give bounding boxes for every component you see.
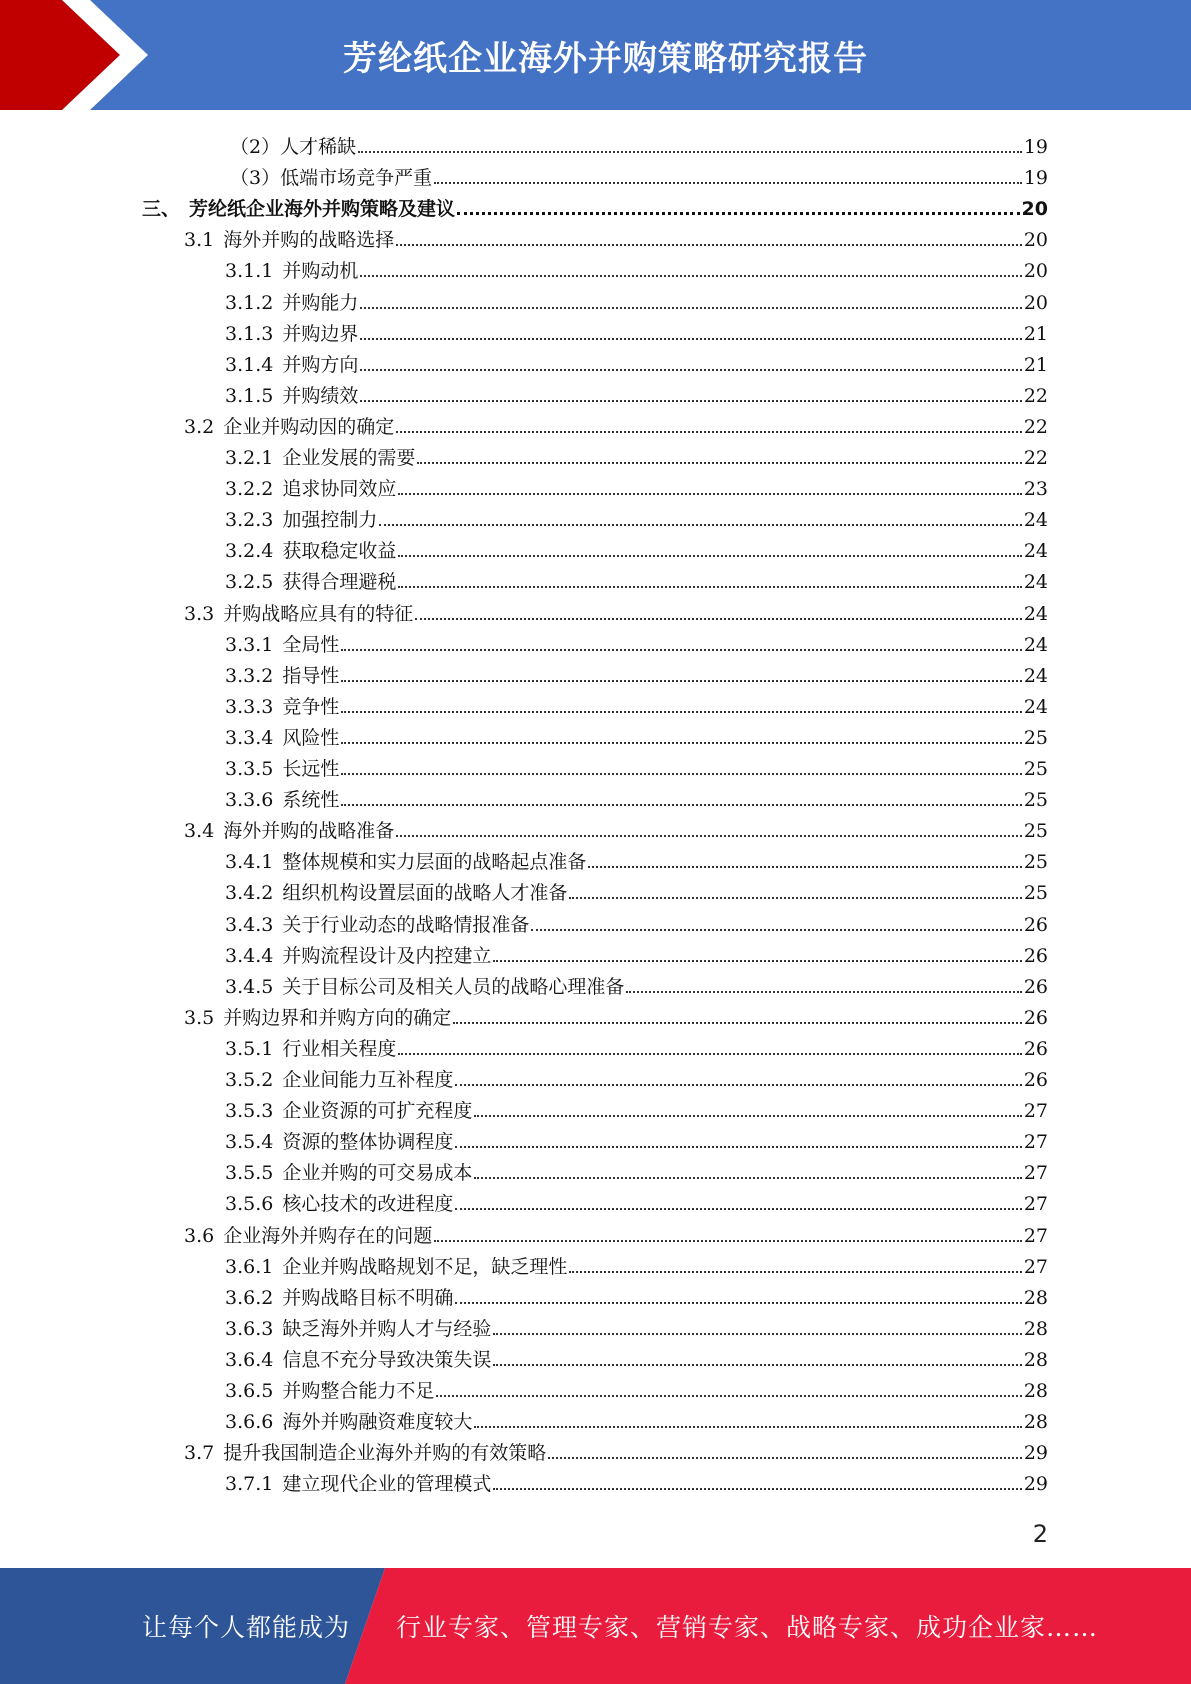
toc-entry-number: 3.6.3 <box>225 1317 274 1340</box>
toc-entry-number: 3.6.6 <box>225 1411 274 1434</box>
toc-entry-title: 竞争性 <box>282 695 340 718</box>
toc-entry-number: 3.4 <box>184 820 215 843</box>
toc-leader-dots <box>358 151 1022 153</box>
toc-leader-dots <box>341 742 1021 744</box>
toc-leader-dots <box>493 1488 1021 1490</box>
toc-entry[interactable] <box>184 1433 1048 1464</box>
page-header <box>0 0 1191 110</box>
toc-entry-number: 3.4.3 <box>225 913 274 936</box>
toc-entry-title: 企业海外并购存在的问题 <box>223 1224 433 1247</box>
toc-leader-dots <box>626 991 1021 993</box>
toc-leader-dots <box>588 866 1021 868</box>
toc-entry[interactable] <box>225 905 1048 936</box>
toc-entry-page: 20 <box>1023 260 1048 283</box>
toc-leader-dots <box>531 929 1021 931</box>
toc-entry-page: 26 <box>1023 944 1048 967</box>
toc-entry-page: 22 <box>1023 415 1048 438</box>
toc-entry-page: 25 <box>1023 851 1048 874</box>
toc-leader-dots <box>341 711 1021 713</box>
toc-entry-number: 3.2.3 <box>225 509 274 532</box>
toc-entry-title: 企业资源的可扩充程度 <box>282 1100 473 1123</box>
toc-leader-dots <box>493 960 1021 962</box>
toc-entry-title: 并购战略目标不明确 <box>282 1286 454 1309</box>
toc-entry-number: 3.5.1 <box>225 1037 274 1060</box>
toc-entry[interactable] <box>142 189 1048 220</box>
toc-entry-number: 3.1.4 <box>225 353 274 376</box>
toc-leader-dots <box>360 369 1021 371</box>
toc-entry-page: 28 <box>1023 1411 1048 1434</box>
toc-entry-title: 并购流程设计及内控建立 <box>282 944 492 967</box>
toc-entry-page: 28 <box>1023 1317 1048 1340</box>
toc-entry-page: 24 <box>1023 509 1048 532</box>
toc-entry[interactable] <box>184 998 1048 1029</box>
toc-entry-page: 20 <box>1023 291 1048 314</box>
toc-leader-dots <box>379 524 1021 526</box>
toc-entry-page: 25 <box>1023 820 1048 843</box>
toc-entry-number: 3.7 <box>184 1442 215 1465</box>
toc-leader-dots <box>396 244 1022 246</box>
toc-entry[interactable] <box>225 1278 1048 1309</box>
toc-entry[interactable] <box>225 1029 1048 1060</box>
toc-entry-number: 3.2.4 <box>225 540 274 563</box>
toc-entry-number: 3.3.6 <box>225 789 274 812</box>
toc-entry[interactable] <box>225 749 1048 780</box>
toc-entry-page: 25 <box>1023 789 1048 812</box>
toc-leader-dots <box>341 773 1021 775</box>
toc-entry-number: 3.3.1 <box>225 633 274 656</box>
toc-entry[interactable] <box>225 1091 1048 1122</box>
toc-entry-page: 29 <box>1023 1442 1048 1465</box>
toc-entry-title: 组织机构设置层面的战略人才准备 <box>282 882 568 905</box>
toc-entry-number: 3.6.2 <box>225 1286 274 1309</box>
toc-entry[interactable] <box>225 687 1048 718</box>
toc-entry-title: 缺乏海外并购人才与经验 <box>282 1317 492 1340</box>
toc-entry-title: 并购方向 <box>282 353 359 376</box>
toc-entry-title: 企业并购战略规划不足，缺乏理性 <box>282 1255 568 1278</box>
toc-entry-page: 20 <box>1023 229 1048 252</box>
toc-entry-page: 28 <box>1023 1380 1048 1402</box>
toc-entry-number: 3.1.3 <box>225 322 274 345</box>
toc-entry-number: 3.4.4 <box>225 944 274 967</box>
toc-entry-title: 全局性 <box>282 633 340 656</box>
toc-entry[interactable] <box>225 1184 1048 1215</box>
toc-entry-number: 3.6.1 <box>225 1255 274 1278</box>
toc-entry[interactable] <box>225 656 1048 687</box>
toc-entry-page: 24 <box>1023 695 1048 718</box>
toc-entry[interactable] <box>225 438 1048 469</box>
toc-entry-page: 23 <box>1023 478 1048 501</box>
toc-entry-title: 海外并购的战略选择 <box>223 229 395 252</box>
toc-entry-page: 25 <box>1023 882 1048 905</box>
toc-entry[interactable] <box>225 1340 1048 1371</box>
toc-entry-title: 行业相关程度 <box>282 1037 397 1060</box>
toc-entry[interactable] <box>225 1464 1048 1495</box>
toc-entry-number: 3.4.1 <box>225 851 274 874</box>
toc-entry-number: （2） <box>230 136 281 158</box>
toc-entry-title: 信息不充分导致决策失误 <box>282 1348 492 1371</box>
toc-leader-dots <box>453 1022 1022 1024</box>
toc-leader-dots <box>569 897 1021 899</box>
toc-entry-title: 系统性 <box>282 789 340 812</box>
toc-entry-page: 21 <box>1023 353 1048 376</box>
toc-leader-dots <box>455 1302 1021 1304</box>
toc-entry-page: 24 <box>1023 664 1048 687</box>
toc-entry-page: 25 <box>1023 726 1048 749</box>
toc-leader-dots <box>569 1271 1021 1273</box>
toc-entry[interactable] <box>225 251 1048 282</box>
toc-entry-page: 22 <box>1023 384 1048 407</box>
toc-entry[interactable] <box>184 1216 1048 1247</box>
toc-entry-title: 并购动机 <box>282 260 359 283</box>
toc-entry-number: 3.5.5 <box>225 1162 274 1185</box>
toc-leader-dots <box>396 835 1022 837</box>
toc-leader-dots <box>455 1084 1021 1086</box>
toc-leader-dots <box>455 1146 1021 1148</box>
toc-entry-page: 27 <box>1023 1224 1048 1247</box>
toc-entry[interactable] <box>225 1122 1048 1153</box>
toc-entry-number: 3.3.4 <box>225 726 274 749</box>
toc-entry[interactable] <box>225 500 1048 531</box>
toc-entry-title: 关于目标公司及相关人员的战略心理准备 <box>282 975 625 998</box>
toc-entry-title: 企业并购动因的确定 <box>223 415 395 438</box>
toc-entry[interactable] <box>225 1060 1048 1091</box>
toc-entry-page: 27 <box>1023 1255 1048 1278</box>
toc-entry-page: 28 <box>1023 1348 1048 1371</box>
toc-entry-page: 24 <box>1023 540 1048 563</box>
toc-entry-title: 核心技术的改进程度 <box>282 1193 454 1216</box>
toc-entry-number: 3.1 <box>184 229 215 252</box>
toc-leader-dots <box>398 1053 1021 1055</box>
toc-entry-number: 3.3 <box>184 602 215 625</box>
footer-slogan: 让每个人都能成为 <box>142 1613 351 1642</box>
toc-entry-title: 低端市场竞争严重 <box>280 167 433 190</box>
toc-entry-number: 3.1.1 <box>225 260 274 283</box>
toc-entry-number: 3.4.5 <box>225 975 274 998</box>
toc-entry[interactable] <box>225 469 1048 500</box>
toc-entry-title: 指导性 <box>282 664 340 687</box>
toc-entry-title: 追求协同效应 <box>282 478 397 501</box>
toc-entry-number: 3.1.2 <box>225 291 274 314</box>
toc-entry[interactable] <box>225 873 1048 904</box>
toc-entry-number: 3.6 <box>184 1224 215 1247</box>
page-title-text: 芳纶纸企业海外并购策略研究报告 <box>343 38 868 79</box>
toc-entry-page: 26 <box>1023 913 1048 936</box>
toc-entry-page: 27 <box>1023 1193 1048 1216</box>
toc-entry[interactable] <box>225 376 1048 407</box>
toc-entry-page: 28 <box>1023 1286 1048 1309</box>
toc-entry-title: 人才稀缺 <box>280 136 357 158</box>
footer-tagline: 行业专家、管理专家、营销专家、战略专家、成功企业家…… <box>396 1613 1099 1642</box>
toc-entry-page: 24 <box>1023 602 1048 625</box>
toc-entry-number: 3.5.6 <box>225 1193 274 1216</box>
toc-entry-number: 3.4.2 <box>225 882 274 905</box>
toc-entry-number: 3.5 <box>184 1006 215 1029</box>
toc-entry-number: 3.6.5 <box>225 1380 274 1402</box>
toc-entry-title: 获取稳定收益 <box>282 540 397 563</box>
toc-leader-dots <box>474 1115 1021 1117</box>
toc-entry-title: 整体规模和实力层面的战略起点准备 <box>282 851 587 874</box>
toc-leader-dots <box>396 431 1022 433</box>
toc-entry-number: 3.6.4 <box>225 1348 274 1371</box>
toc-entry-page: 19 <box>1023 167 1048 190</box>
toc-entry-title: 资源的整体协调程度 <box>282 1131 454 1154</box>
toc-entry[interactable] <box>225 1309 1048 1340</box>
toc-entry-number: 3.1.5 <box>225 384 274 407</box>
toc-entry-title: 并购战略应具有的特征 <box>223 602 414 625</box>
toc-leader-dots <box>360 275 1021 277</box>
toc-entry-title: 并购边界 <box>282 322 359 345</box>
toc-entry-number: 3.3.2 <box>225 664 274 687</box>
toc-leader-dots <box>493 1333 1021 1335</box>
toc-entry-page: 20 <box>1021 198 1048 221</box>
toc-leader-dots <box>434 182 1022 184</box>
toc-entry-title: 企业并购的可交易成本 <box>282 1162 473 1185</box>
toc-entry[interactable] <box>225 1371 1048 1402</box>
toc-leader-dots <box>341 680 1021 682</box>
toc-entry-title: 并购绩效 <box>282 384 359 407</box>
toc-entry-number: 3.3.3 <box>225 695 274 718</box>
toc-entry[interactable] <box>184 594 1048 625</box>
toc-leader-dots <box>398 493 1021 495</box>
toc-entry-number: 三、 <box>142 198 181 221</box>
toc-entry[interactable] <box>225 718 1048 749</box>
toc-entry-page: 21 <box>1023 322 1048 345</box>
toc-entry[interactable] <box>225 625 1048 656</box>
toc-entry-page: 25 <box>1023 758 1048 780</box>
toc-leader-dots <box>360 400 1021 402</box>
toc-entry[interactable] <box>225 936 1048 967</box>
toc-entry-title: 并购整合能力不足 <box>282 1380 435 1402</box>
toc-leader-dots <box>398 586 1021 588</box>
toc-entry-number: 3.3.5 <box>225 758 274 780</box>
toc-entry[interactable] <box>225 1247 1048 1278</box>
toc-entry-title: 并购能力 <box>282 291 359 314</box>
toc-entry-page: 26 <box>1023 1037 1048 1060</box>
toc-entry[interactable] <box>225 562 1048 593</box>
toc-entry[interactable] <box>225 967 1048 998</box>
toc-entry[interactable] <box>225 314 1048 345</box>
toc-leader-dots <box>341 804 1021 806</box>
toc-entry-page: 24 <box>1023 571 1048 594</box>
toc-entry-number: 3.5.3 <box>225 1100 274 1123</box>
toc-leader-dots <box>360 338 1021 340</box>
toc-entry-title: 风险性 <box>282 726 340 749</box>
toc-entry-page: 27 <box>1023 1100 1048 1123</box>
toc-leader-dots <box>474 1177 1021 1179</box>
toc-entry[interactable] <box>230 127 1048 158</box>
toc-entry-title: 加强控制力 <box>282 509 378 532</box>
toc-entry[interactable] <box>184 220 1048 251</box>
toc-entry[interactable] <box>225 283 1048 314</box>
toc-leader-dots <box>417 462 1021 464</box>
toc-entry-page: 24 <box>1023 633 1048 656</box>
toc-entry-title: 获得合理避税 <box>282 571 397 594</box>
toc-entry-page: 22 <box>1023 447 1048 469</box>
toc-entry-page: 26 <box>1023 1069 1048 1091</box>
toc-entry-number: 3.7.1 <box>225 1473 274 1496</box>
toc-entry-number: 3.2.5 <box>225 571 274 594</box>
toc-entry-page: 26 <box>1023 975 1048 998</box>
toc-leader-dots <box>415 618 1022 620</box>
toc-entry[interactable] <box>225 531 1048 562</box>
toc-entry-number: 3.5.4 <box>225 1131 274 1154</box>
toc-entry[interactable] <box>225 345 1048 376</box>
toc-leader-dots <box>398 555 1021 557</box>
toc-entry-number: 3.2.2 <box>225 478 274 501</box>
toc-leader-dots <box>474 1426 1021 1428</box>
toc-leader-dots <box>436 1395 1021 1397</box>
toc-entry-page: 27 <box>1023 1162 1048 1185</box>
toc-leader-dots <box>548 1457 1022 1459</box>
toc-entry[interactable] <box>225 780 1048 811</box>
toc-entry-number: 3.2.1 <box>225 447 274 469</box>
toc-leader-dots <box>434 1240 1022 1242</box>
toc-entry[interactable] <box>225 842 1048 873</box>
toc-entry-number: 3.2 <box>184 415 215 438</box>
toc-entry[interactable] <box>225 1153 1048 1184</box>
toc-entry[interactable] <box>230 158 1048 189</box>
toc-entry-page: 26 <box>1023 1006 1048 1029</box>
toc-leader-dots <box>493 1364 1021 1366</box>
page-number: 2 <box>1032 1520 1048 1548</box>
toc-entry-number: 3.5.2 <box>225 1069 274 1091</box>
page-footer <box>0 1568 1191 1684</box>
toc-leader-dots <box>455 1208 1021 1210</box>
toc-entry[interactable] <box>184 811 1048 842</box>
toc-entry-title: 建立现代企业的管理模式 <box>282 1473 492 1496</box>
toc-entry-title: 海外并购的战略准备 <box>223 820 395 843</box>
toc-entry[interactable] <box>184 407 1048 438</box>
toc-entry-title: 企业发展的需要 <box>282 447 416 469</box>
toc-entry-page: 27 <box>1023 1131 1048 1154</box>
toc-leader-dots <box>341 649 1021 651</box>
toc-entry-title: 提升我国制造企业海外并购的有效策略 <box>223 1442 547 1465</box>
toc-leader-dots <box>457 212 1020 215</box>
toc-entry-page: 19 <box>1023 136 1048 158</box>
toc-entry-title: 芳纶纸企业海外并购策略及建议 <box>189 198 456 221</box>
toc-entry-title: 企业间能力互补程度 <box>282 1069 454 1091</box>
toc-entry-number: （3） <box>230 167 281 190</box>
toc-leader-dots <box>360 307 1021 309</box>
toc-entry-page: 29 <box>1023 1473 1048 1496</box>
toc-entry-title: 海外并购融资难度较大 <box>282 1411 473 1434</box>
toc-entry[interactable] <box>225 1402 1048 1433</box>
page-title <box>150 0 1191 110</box>
toc-entry-title: 长远性 <box>282 758 340 780</box>
toc-entry-title: 并购边界和并购方向的确定 <box>223 1006 452 1029</box>
toc-entry-title: 关于行业动态的战略情报准备 <box>282 913 530 936</box>
